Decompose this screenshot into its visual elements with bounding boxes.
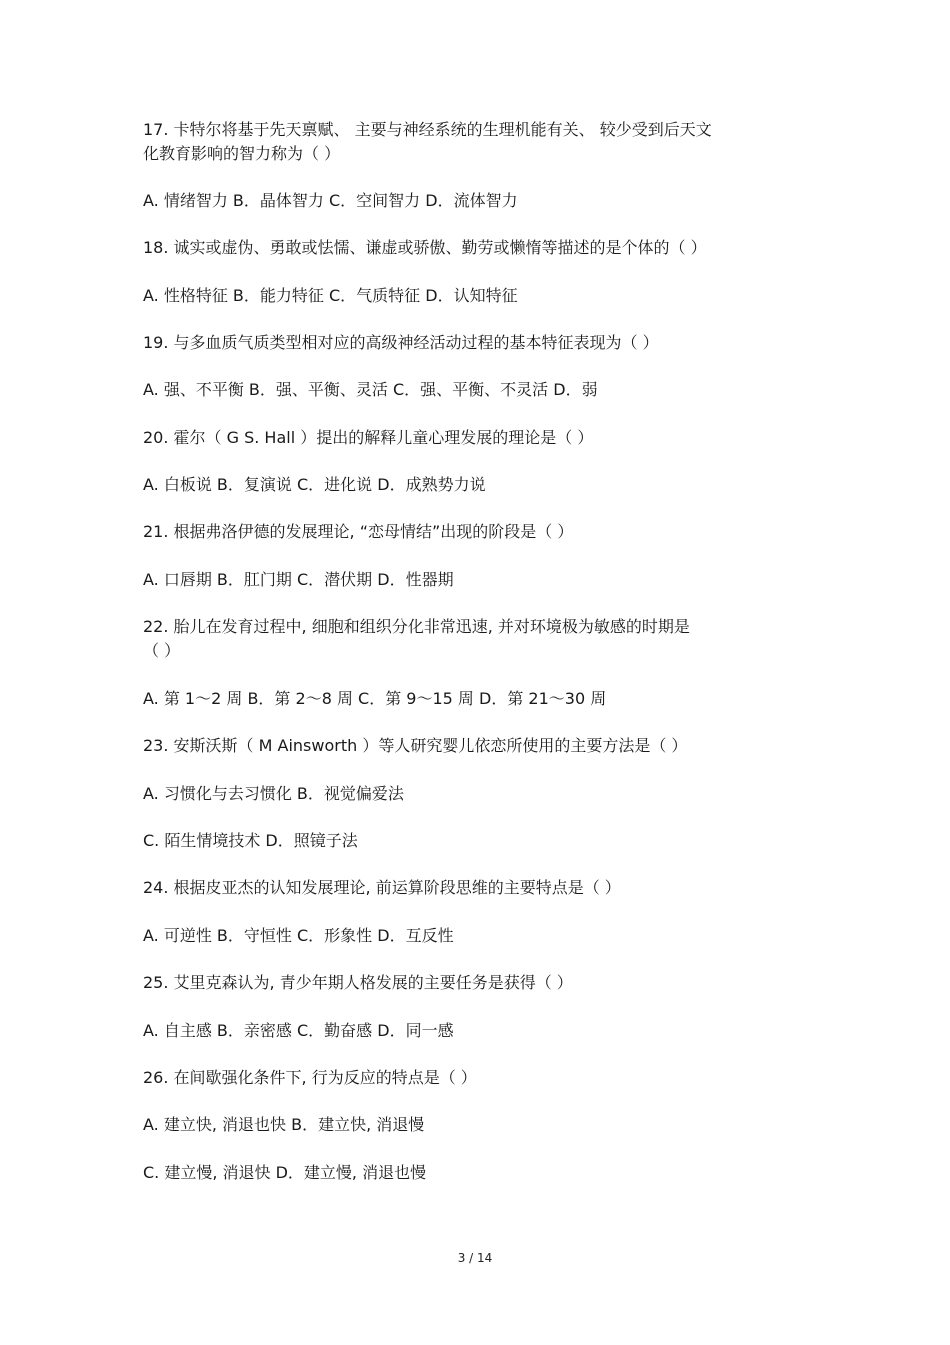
question-18-options: A. 性格特征 B．能力特征 C．气质特征 D．认知特征 [143,286,518,305]
question-22-text-line-1: 22. 胎儿在发育过程中, 细胞和组织分化非常迅速, 并对环境极为敏感的时期是 [143,617,690,636]
question-20-options: A. 白板说 B．复演说 C．进化说 D．成熟势力说 [143,475,486,494]
question-19-options: A. 强、不平衡 B．强、平衡、灵活 C．强、平衡、不灵活 D．弱 [143,380,598,399]
question-23-text: 23. 安斯沃斯（ M Ainsworth ）等人研究婴儿依恋所使用的主要方法是（ ） [143,736,688,755]
question-22-options: A. 第 1～2 周 B．第 2～8 周 C．第 9～15 周 D．第 21～30 周 [143,689,607,708]
question-24-options: A. 可逆性 B．守恒性 C．形象性 D．互反性 [143,926,454,945]
question-21-text: 21. 根据弗洛伊德的发展理论, “恋母情结”出现的阶段是（ ） [143,522,574,541]
question-22-text-line-2: （ ） [143,641,181,660]
question-18-text: 18. 诚实或虚伪、勇敢或怯懦、谦虚或骄傲、勤劳或懒惰等描述的是个体的（ ） [143,238,707,257]
question-23-options-line-2: C. 陌生情境技术 D．照镜子法 [143,831,358,850]
page-number: 3 / 14 [457,1251,493,1265]
question-26-options-line-2: C. 建立慢, 消退快 D．建立慢, 消退也慢 [143,1163,427,1182]
question-21-options: A. 口唇期 B．肛门期 C．潜伏期 D．性器期 [143,570,454,589]
question-25-text: 25. 艾里克森认为, 青少年期人格发展的主要任务是获得（ ） [143,973,573,992]
question-26-options-line-1: A. 建立快, 消退也快 B．建立快, 消退慢 [143,1115,425,1134]
question-19-text: 19. 与多血质气质类型相对应的高级神经活动过程的基本特征表现为（ ） [143,333,659,352]
question-17-text-line-1: 17. 卡特尔将基于先天禀赋、 主要与神经系统的生理机能有关、 较少受到后天文 [143,120,712,139]
question-24-text: 24. 根据皮亚杰的认知发展理论, 前运算阶段思维的主要特点是（ ） [143,878,621,897]
question-17-text-line-2: 化教育影响的智力称为（ ） [143,144,341,163]
question-25-options: A. 自主感 B．亲密感 C．勤奋感 D．同一感 [143,1021,454,1040]
question-20-text: 20. 霍尔（ G S. Hall ）提出的解释儿童心理发展的理论是（ ） [143,428,594,447]
question-17-options: A. 情绪智力 B．晶体智力 C．空间智力 D．流体智力 [143,191,518,210]
question-26-text: 26. 在间歇强化条件下, 行为反应的特点是（ ） [143,1068,477,1087]
question-23-options-line-1: A. 习惯化与去习惯化 B．视觉偏爱法 [143,784,404,803]
